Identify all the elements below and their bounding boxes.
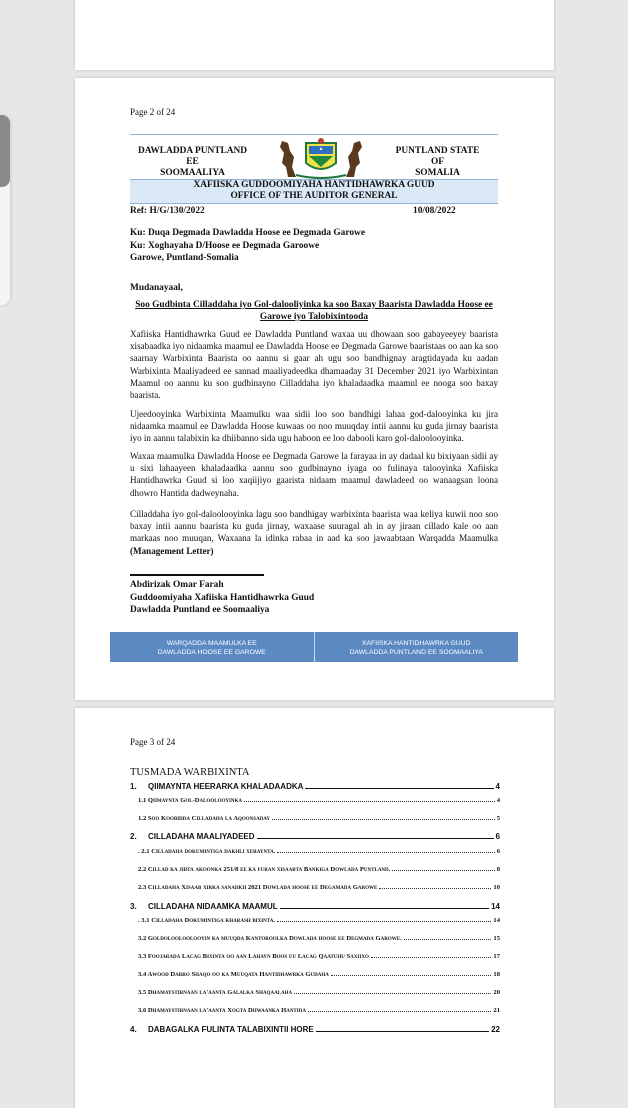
toc-entry-label: 3.2 Goldolooloolooyin ka muuqda Kantoroolka Dowlada hoose ee Degmada Garowe. <box>138 935 402 942</box>
toc-leader <box>244 801 495 802</box>
address-line: Ku: Duqa Degmada Dawladda Hoose ee Degmada Garowe <box>130 228 365 238</box>
signer-title: Guddoomiyaha Xafiiska Hantidhawrka Guud <box>130 592 315 603</box>
office-title-band <box>130 179 498 204</box>
toc-entry-label: . 2.1 Cilladaha dokumintiga dakhli xeraynta. <box>138 848 276 855</box>
letter-subject: Soo Gudbinta Cilladdaha iyo Gol-dalooliyinka ka soo Baxay Baarista Dawladda Hoose ee Garowe iyo Talobixintooda <box>135 300 493 322</box>
page-number-label: Page 2 of 24 <box>130 107 176 117</box>
toc-entry-label: 1.2 Soo Koobidda Cilladaha la Aqoonsaday <box>138 815 271 822</box>
toc-entry-label: 3.6 Dhamaystirnaan la'aanta Xogta Diiwaanka Hantida <box>138 1007 306 1014</box>
toc-leader <box>392 870 494 871</box>
toc-entry-page: 20 <box>493 989 500 996</box>
header-top-rule <box>130 134 498 135</box>
header-left-line: DAWLADDA PUNTLAND <box>137 146 248 156</box>
toc-entry-label: QIIMAYNTA HEERARKA KHALADAADKA <box>148 782 304 791</box>
document-page-2 <box>75 78 554 700</box>
toc-entry-page: 10 <box>493 884 500 891</box>
toc-entry-page: 6 <box>495 832 500 841</box>
toc-leader <box>371 957 492 958</box>
header-right-line: PUNTLAND STATE <box>395 146 480 156</box>
footer-text: XAFIISKA HANTIDHAWRKA GUUD <box>361 640 471 647</box>
toc-entry-page: 21 <box>493 1007 500 1014</box>
toc-entry-page: 17 <box>493 953 500 960</box>
document-page-1 <box>75 0 554 70</box>
paragraph-bold-text: (Management Letter) <box>130 545 214 556</box>
letter-date: 10/08/2022 <box>413 206 456 216</box>
footer-text: DAWLADDA PUNTLAND EE SOOMAALIYA <box>349 649 483 656</box>
toc-entry-page: 4 <box>496 797 500 804</box>
office-title-somali: XAFIISKA GUDDOOMIYAHA HANTIDHAWRKA GUUD <box>193 180 435 190</box>
address-line: Ku: Xoghayaha D/Hoose ee Degmada Garoowe <box>130 240 320 251</box>
scrollbar-thumb[interactable] <box>0 115 10 187</box>
body-paragraph <box>130 508 498 557</box>
toc-entry-page: 18 <box>493 971 500 978</box>
page-number-label: Page 3 of 24 <box>130 737 176 747</box>
toc-leader <box>280 908 489 909</box>
toc-entry-3-4[interactable] <box>138 971 500 978</box>
toc-leader <box>308 1011 491 1012</box>
toc-entry-number: 3. <box>130 902 137 911</box>
header-left-line: EE <box>186 157 199 167</box>
toc-leader <box>331 975 492 976</box>
footer-text: DAWLADDA HOOSE EE GAROWE <box>157 649 266 656</box>
toc-leader <box>257 838 494 839</box>
toc-entry-number: 1. <box>130 782 137 791</box>
toc-entry-page: 6 <box>496 848 500 855</box>
office-title-english: OFFICE OF THE AUDITOR GENERAL <box>230 191 398 201</box>
toc-title: TUSMADA WARBIXINTA <box>130 767 250 778</box>
footer-left-cell <box>110 632 314 662</box>
toc-entry-number: 2. <box>130 832 137 841</box>
toc-entry-page: 22 <box>491 1025 500 1034</box>
signature-block <box>130 579 314 617</box>
footer-text: WARQADDA MAAMULKA EE <box>166 640 257 647</box>
header-right-line: OF <box>430 157 445 167</box>
toc-entry-2-3[interactable] <box>138 884 500 891</box>
header-left-block <box>135 146 250 179</box>
toc-entry-label: 3.5 Dhamaystirnaan la'aanta Galalka Shaqaalaha <box>138 989 293 996</box>
toc-entry-label: 2.2 Cillad ka jirta akoonka 251/8 ee ka furan xisaabta Bankiga Dowlada Puntland. <box>138 866 391 873</box>
toc-entry-3-2[interactable] <box>138 935 500 942</box>
toc-leader <box>294 993 491 994</box>
toc-entry-label: 3.3 Foojarada Lacag Bixinta oo aan Lahayn Boos uu Lacag Qaatuhu Saxiixo <box>138 953 369 960</box>
signature-line <box>130 574 264 576</box>
body-paragraph: Ujeedooyinka Warbixinta Maamulku waa sidii loo soo bandhigi lahaa god-dalooyinka ku jira nidaamka maamul ee Dawladda Hoose kuwaas oo noo muuqday intii aannu ku guda jirnay baarista iyo in aannu talabixin ka dhiibanno sida ugu haboon ee loo dabooli karo gol-daloolooyinka. <box>130 409 498 444</box>
toc-entry-page: 8 <box>496 866 500 873</box>
toc-entry-page: 14 <box>493 917 500 924</box>
toc-entry-label: DABAGALKA FULINTA TALABIXINTII HORE <box>148 1025 314 1034</box>
toc-entry-1[interactable] <box>130 782 500 791</box>
signer-organization: Dawladda Puntland ee Soomaaliya <box>130 605 270 615</box>
toc-leader <box>316 1031 489 1032</box>
toc-leader <box>404 939 492 940</box>
toc-leader <box>277 921 491 922</box>
toc-entry-1-2[interactable] <box>138 815 500 822</box>
body-paragraph: Waxaa maamulka Dawladda Hoose ee Degmada Garowe la farayaa in ay dadaal ku bixiyaan sidii ay u sixi lahaayeen khaladaadka aannu soo gudbinayno iyaga oo fulinaya talooyinka Xafiiska Hantidhawrka Guud si loo xaqiijiyo gaarista nidaam maamul dawladeed oo wanaagsan loona dhowro Hantida dadweynaha. <box>130 451 498 498</box>
toc-entry-3-3[interactable] <box>138 953 500 960</box>
toc-entry-page: 15 <box>493 935 500 942</box>
toc-entry-1-1[interactable] <box>138 797 500 804</box>
toc-entry-label: . 3.1 Cilladaha Dokumintiga kharash bixinta. <box>138 917 276 924</box>
document-page-3 <box>75 708 554 1108</box>
salutation: Mudanayaal, <box>130 283 183 293</box>
address-line: Garowe, Puntland-Somalia <box>130 253 239 263</box>
body-paragraph: Xafiiska Hantidhawrka Guud ee Dawladda Puntland waxaa uu dhowaan soo gabayeeyey baarista xisabaadka iyo nidaamka maamul ee Dawladda Hoose ee Degmada Garowe baaristaas oo aan ka soo saarnay Warbixinta Baarista oo aannu si gaar ah ugu soo bandhignay aragtidayada ku aadan Warbixinta Maaliyadeed ee sannad maaliyadeedka dhamaaday 31 December 2021 iyo Warbixintan Maamul oo aannu ku soo gudbinayno Cilladdaha iyo khaladaadka maamul ee nooga soo baxay baarista. <box>130 329 498 401</box>
toc-entry-3-5[interactable] <box>138 989 500 996</box>
toc-entry-3-1[interactable] <box>138 917 500 924</box>
toc-entry-2-2[interactable] <box>138 866 500 873</box>
footer-right-cell <box>314 632 519 662</box>
recipient-address <box>130 227 365 265</box>
toc-entry-page: 14 <box>491 902 500 911</box>
toc-entry-2[interactable] <box>130 832 500 841</box>
toc-entry-4[interactable] <box>130 1025 500 1034</box>
toc-leader <box>272 819 495 820</box>
toc-entry-label: 1.1 Qiimaynta Gol-Daloolooyinka <box>138 797 243 804</box>
toc-leader <box>305 788 493 789</box>
toc-entry-2-1[interactable] <box>138 848 500 855</box>
signer-name: Abdirizak Omar Farah <box>130 580 224 590</box>
header-left-line: SOOMAALIYA <box>160 168 225 178</box>
toc-entry-label: CILLADAHA NIDAAMKA MAAMUL <box>148 902 278 911</box>
toc-entry-page: 5 <box>496 815 500 822</box>
paragraph-text: Cilladdaha iyo gol-daloolooyinka lagu soo bandhigay warbixinta baarista waa keliya kuwii noo soo baxay intii aannu baarista ku guda jirnay, waxaase suuragal ah in ay jiraan cillado kale oo aan markaas noo muuqan, Waxaana la idinka rabaa in aad ka soo jawaabtaan Warqadda Maamulka <box>130 509 498 544</box>
toc-entry-3-6[interactable] <box>138 1007 500 1014</box>
toc-entry-3[interactable] <box>130 902 500 911</box>
header-right-block <box>380 146 495 179</box>
toc-entry-label: 3.4 Awood Darro Shaqo oo ka Muuqata Hantidhawrka Gudaha <box>138 971 329 978</box>
toc-leader <box>379 888 491 889</box>
toc-entry-label: 2.3 Cilladaha Xisaab xirka sanadkii 2021 Dowlada hoose ee Degamada Garowe <box>138 884 378 891</box>
coat-of-arms-emblem <box>276 137 366 179</box>
toc-leader <box>277 852 494 853</box>
viewer-scrollbar[interactable] <box>0 115 10 305</box>
page-footer-band <box>110 632 518 662</box>
header-right-line: SOMALIA <box>415 168 460 178</box>
reference-number: Ref: H/G/130/2022 <box>130 206 205 216</box>
toc-entry-label: CILLADAHA MAALIYADEED <box>148 832 255 841</box>
toc-entry-page: 4 <box>495 782 500 791</box>
toc-entry-number: 4. <box>130 1025 137 1034</box>
